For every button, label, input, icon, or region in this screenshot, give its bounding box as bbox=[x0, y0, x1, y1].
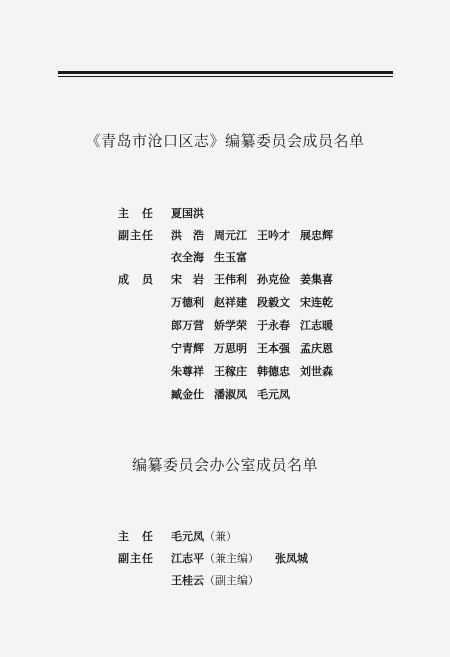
office-deputy-note: （副主编） bbox=[204, 574, 259, 587]
office-deputy-entry-2 bbox=[171, 572, 411, 588]
director-role-label: 主 任 bbox=[118, 207, 154, 220]
members-role-label: 成 员 bbox=[118, 273, 154, 286]
deputy-name: 周元江 bbox=[214, 229, 247, 242]
deputy-name: 王吟才 bbox=[257, 229, 290, 242]
director-name: 夏国洪 bbox=[171, 207, 204, 220]
member-name: 王伟利 bbox=[214, 273, 247, 286]
member-name: 万思明 bbox=[214, 342, 247, 355]
member-name: 韩德忠 bbox=[257, 365, 290, 378]
members-row-3 bbox=[171, 317, 411, 333]
member-name: 宋 岩 bbox=[171, 273, 204, 286]
members-row-1 bbox=[171, 271, 411, 287]
member-name: 段毅文 bbox=[257, 296, 290, 309]
member-name: 娇学荣 bbox=[214, 319, 247, 332]
deputy-role-label: 副主任 bbox=[118, 229, 154, 242]
member-name: 王稼庄 bbox=[214, 365, 247, 378]
deputy-name: 展忠辉 bbox=[300, 229, 333, 242]
office-deputy-name: 王桂云 bbox=[171, 574, 204, 587]
member-name: 孟庆恩 bbox=[300, 342, 333, 355]
member-name: 刘世森 bbox=[300, 365, 333, 378]
members-row-6 bbox=[171, 386, 411, 402]
members-row-2 bbox=[171, 294, 411, 310]
deputy-row-1 bbox=[171, 227, 411, 243]
member-name: 毛元凤 bbox=[257, 388, 290, 401]
deputy-row-2 bbox=[171, 249, 411, 265]
member-name: 于永春 bbox=[257, 319, 290, 332]
director-names bbox=[171, 205, 411, 221]
member-name: 宋连乾 bbox=[300, 296, 333, 309]
member-name: 万德利 bbox=[171, 296, 204, 309]
member-name: 姜集喜 bbox=[300, 273, 333, 286]
member-name: 江志暖 bbox=[300, 319, 333, 332]
office-director-name: 毛元凤 bbox=[171, 530, 204, 543]
header-rule-thin bbox=[58, 76, 393, 77]
member-name: 王本强 bbox=[257, 342, 290, 355]
office-deputy-name: 张凤城 bbox=[275, 552, 308, 565]
member-name: 郎万营 bbox=[171, 319, 204, 332]
header-rule-thick bbox=[58, 71, 393, 74]
members-row-4 bbox=[171, 340, 411, 356]
member-name: 孙克俭 bbox=[257, 273, 290, 286]
members-row-5 bbox=[171, 363, 411, 379]
office-director-entry bbox=[171, 528, 411, 544]
office-director-role-label: 主 任 bbox=[118, 530, 154, 543]
deputy-name: 衣全海 bbox=[171, 251, 204, 264]
member-name: 赵祥建 bbox=[214, 296, 247, 309]
office-deputy-entry-1 bbox=[171, 550, 411, 566]
main-list-title: 《青岛市沧口区志》编纂委员会成员名单 bbox=[85, 132, 365, 150]
member-name: 朱尊祥 bbox=[171, 365, 204, 378]
office-director-note: （兼） bbox=[204, 530, 237, 543]
member-name: 宁青辉 bbox=[171, 342, 204, 355]
office-deputy-note: （兼主编） bbox=[204, 552, 259, 565]
member-name: 臧金仕 bbox=[171, 388, 204, 401]
member-name: 潘淑凤 bbox=[214, 388, 247, 401]
office-list-title: 编纂委员会办公室成员名单 bbox=[131, 456, 318, 474]
office-deputy-role-label: 副主任 bbox=[118, 552, 154, 565]
deputy-name: 洪 浩 bbox=[171, 229, 204, 242]
deputy-name: 生玉富 bbox=[214, 251, 247, 264]
office-deputy-name: 江志平 bbox=[171, 552, 204, 565]
